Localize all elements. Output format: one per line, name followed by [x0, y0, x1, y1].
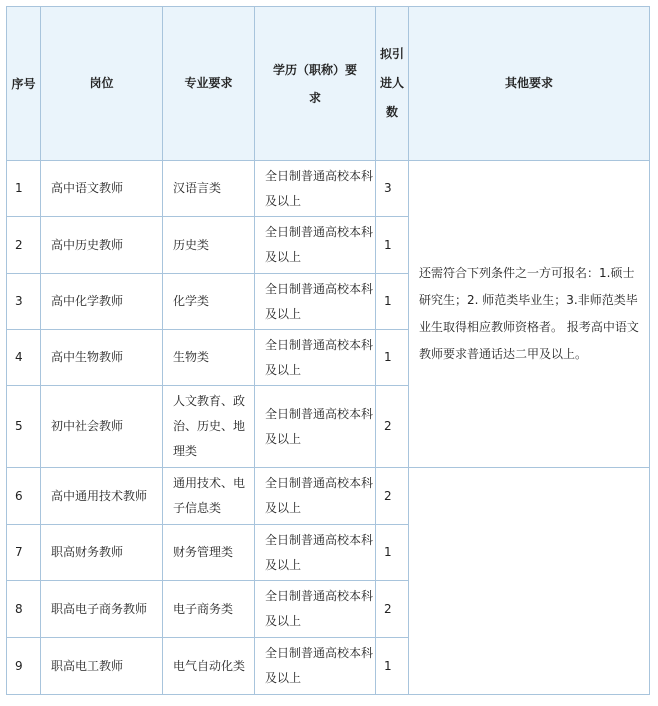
header-count: 拟引进人数 — [376, 7, 409, 161]
cell-education: 全日制普通高校本科及以上 — [255, 525, 376, 581]
cell-seq: 4 — [7, 330, 41, 386]
cell-seq: 1 — [7, 161, 41, 217]
cell-seq: 5 — [7, 386, 41, 468]
cell-major: 汉语言类 — [163, 161, 255, 217]
table-row — [7, 161, 650, 217]
cell-position: 职高财务教师 — [41, 525, 163, 581]
cell-major: 通用技术、电子信息类 — [163, 468, 255, 525]
header-major: 专业要求 — [163, 7, 255, 161]
cell-other-requirement: 还需符合下列条件之一方可报名：1.硕士研究生；2. 师范类毕业生；3.非师范类毕业生取得相应教师资格者。 报考高中语文教师要求普通话达二甲及以上。 — [409, 161, 650, 468]
header-position: 岗位 — [41, 7, 163, 161]
cell-count: 3 — [376, 161, 409, 217]
cell-seq: 7 — [7, 525, 41, 581]
cell-count: 2 — [376, 386, 409, 468]
table-header-row — [7, 7, 650, 161]
header-other: 其他要求 — [409, 7, 650, 161]
table-row — [7, 468, 650, 525]
cell-major: 历史类 — [163, 217, 255, 274]
cell-seq: 9 — [7, 638, 41, 695]
cell-seq: 6 — [7, 468, 41, 525]
cell-seq: 2 — [7, 217, 41, 274]
cell-education: 全日制普通高校本科及以上 — [255, 581, 376, 638]
cell-education: 全日制普通高校本科及以上 — [255, 330, 376, 386]
cell-count: 1 — [376, 525, 409, 581]
cell-education: 全日制普通高校本科及以上 — [255, 274, 376, 330]
cell-position: 高中生物教师 — [41, 330, 163, 386]
header-education: 学历（职称）要求 — [255, 7, 376, 161]
cell-major: 化学类 — [163, 274, 255, 330]
recruitment-table — [6, 6, 650, 695]
cell-position: 高中语文教师 — [41, 161, 163, 217]
cell-position: 高中通用技术教师 — [41, 468, 163, 525]
cell-position: 高中历史教师 — [41, 217, 163, 274]
cell-seq: 3 — [7, 274, 41, 330]
cell-major: 财务管理类 — [163, 525, 255, 581]
cell-count: 1 — [376, 638, 409, 695]
cell-education: 全日制普通高校本科及以上 — [255, 638, 376, 695]
cell-seq: 8 — [7, 581, 41, 638]
cell-position: 初中社会教师 — [41, 386, 163, 468]
cell-other-empty — [409, 468, 650, 695]
cell-count: 2 — [376, 581, 409, 638]
cell-position: 职高电子商务教师 — [41, 581, 163, 638]
cell-major: 生物类 — [163, 330, 255, 386]
cell-count: 2 — [376, 468, 409, 525]
cell-count: 1 — [376, 274, 409, 330]
cell-major: 电子商务类 — [163, 581, 255, 638]
cell-count: 1 — [376, 330, 409, 386]
cell-major: 电气自动化类 — [163, 638, 255, 695]
cell-major: 人文教育、政治、历史、地理类 — [163, 386, 255, 468]
cell-position: 职高电工教师 — [41, 638, 163, 695]
cell-education: 全日制普通高校本科及以上 — [255, 386, 376, 468]
cell-count: 1 — [376, 217, 409, 274]
cell-education: 全日制普通高校本科及以上 — [255, 161, 376, 217]
cell-education: 全日制普通高校本科及以上 — [255, 217, 376, 274]
header-seq: 序号 — [7, 7, 41, 161]
cell-education: 全日制普通高校本科及以上 — [255, 468, 376, 525]
cell-position: 高中化学教师 — [41, 274, 163, 330]
